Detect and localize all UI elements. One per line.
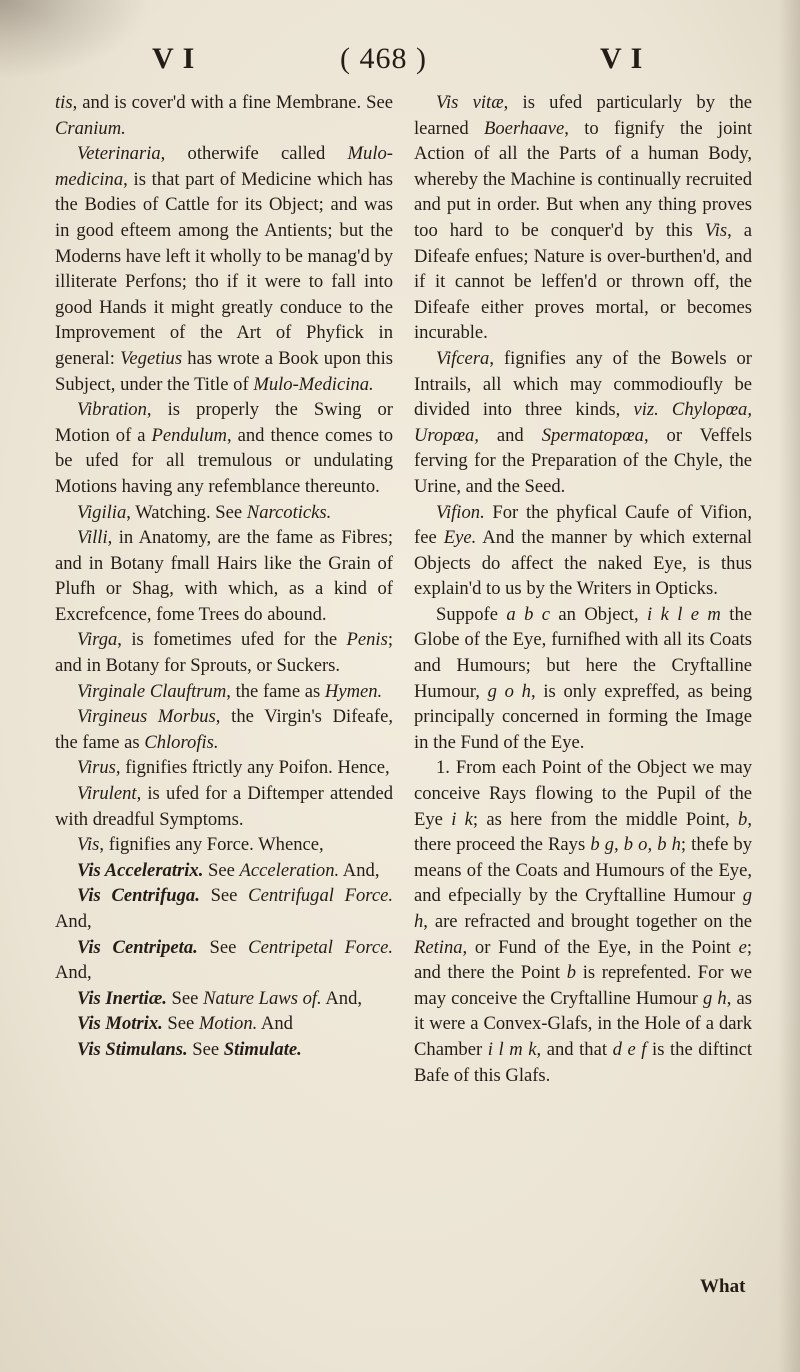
entry-term: Motion. [198,1013,258,1035]
entry-text: See [162,1013,199,1035]
entry-term: Eye. [443,527,477,549]
entry-text: an Object, [550,603,647,625]
entry-text: , and is cover'd with a fine Membrane. See [72,92,393,113]
right-column [414,90,752,1088]
entry-term: Vis vitæ [436,92,504,113]
entry-text: , is ufed particularly by the learned [414,92,752,139]
entry-term: Vis Stimulans. [77,1038,188,1060]
entry-text: Suppofe [436,603,507,625]
entry-text: See [166,987,204,1009]
entry-text: See [199,885,249,907]
entry-text: And [257,1013,293,1035]
dictionary-entry [55,679,393,705]
entry-text: For the phyfical Caufe of Vifion, fee [414,501,752,549]
entry-term: g h [414,885,752,932]
entry-text: , Watching. See [126,501,247,523]
entry-term: Vifcera [436,347,490,369]
entry-text: , and thence comes to be ufed for all tremulous or undulating Motions having any refemblance thereunto. [55,424,393,497]
header-left: V I [152,42,196,75]
entry-text: , in Anatomy, are the fame as Fibres; and in Botany fmall Hairs like the Grain of Plufh or Shag, with which, as a kind of Excrefcence, fome Trees do abound. [55,527,393,625]
entry-term: b g, b o, b h [590,834,681,856]
entry-term: Virginale Clauftrum [77,680,227,702]
dictionary-entry [55,781,393,832]
entry-term: Vis Inertiæ. [77,987,167,1009]
entry-text: And the manner by which external Objects do affect the naked Eye, is thus explain'd to us by the Writers in Opticks. [414,527,752,600]
dictionary-entry [55,397,393,499]
entry-term: Veterinaria [77,143,161,165]
entry-text: , is only expreffed, as being principally concerned in forming the Image in the Fund of the Eye. [414,680,753,753]
entry-term: Stimulate. [223,1038,302,1060]
entry-text: ; and in Botany for Sprouts, or Suckers. [55,629,393,677]
entry-term: Pendulum [151,424,227,446]
entry-term: Boerhaave [484,117,565,139]
entry-text: ; and there the Point [414,936,752,984]
left-column [55,90,393,1063]
entry-text: has wrote a Book upon this Subject, under the Title of [55,347,394,395]
entry-term: d e f [612,1038,647,1060]
entry-text: And, [321,987,363,1009]
entry-text: ; as here from the middle Point, [472,808,739,830]
entry-text: , fignifies any of the Bowels or Intrails, all which may commodioufly be divided into three kinds, [414,347,752,421]
entry-text: , the Virgin's Difeafe, the fame as [55,706,393,753]
entry-text: , is that part of Medicine which has the Bodies of Cattle for its Object; and was in good efteem among the Antients; but the Moderns have left it wholly to be manag'd by illiterate Perfons; tho if it were to fall into good Hands it might greatly conduce to the Improvement of the Art of Phyfick in general: [55,168,393,369]
entry-term: Cranium. [55,117,126,139]
entry-term: Spermatopœa [541,424,644,446]
dictionary-entry [55,832,393,858]
entry-text: , and that [536,1038,613,1060]
entry-text: is the diftinct Bafe of this Glafs. [414,1038,753,1086]
entry-text: , is fometimes ufed for the [117,629,347,651]
dictionary-entry [414,90,752,346]
entry-text: , fignifies any Force. Whence, [99,834,324,856]
entry-term: Centripetal Force. [248,936,393,958]
dictionary-entry [55,141,393,397]
entry-text: , is properly the Swing or Motion of a [55,399,393,446]
entry-text: is reprefented. For we may conceive the Cryftalline Humour [414,962,752,1009]
entry-term: i k [451,808,473,830]
entry-term: Vigilia [77,501,127,523]
running-header [0,42,800,86]
entry-term: Vis Centrifuga. [77,885,200,907]
entry-term: e [738,936,747,958]
entry-text: , a Difeafe enfues; Nature is over-burthen'd, and if it cannot be leffen'd or thrown off, the Difeafe either proves mortal, or becomes incurable. [414,219,752,344]
dictionary-entry [55,858,393,884]
entry-term: Virga [77,629,118,651]
entry-text: and [478,424,542,446]
entry-term: Acceleration. [239,859,340,881]
entry-term: g o h [487,680,531,702]
entry-term: Nature Laws of. [203,987,322,1009]
entry-text: See [203,859,240,881]
dictionary-entry [414,500,752,602]
dictionary-entry [55,90,393,141]
entry-term: Mulo-Medicina. [253,373,374,395]
dictionary-entry [55,1011,393,1037]
page-edge-shadow [778,0,800,1372]
dictionary-entry [55,704,393,755]
entry-term: Vifion. [436,501,485,523]
entry-term: a b c [506,603,551,625]
dictionary-entry [55,500,393,526]
entry-term: Chlorofis. [144,731,219,753]
entry-term: i l m k [487,1038,537,1060]
entry-text: , or Veffels ferving for the Preparation of the Chyle, the Urine, and the Seed. [414,424,752,497]
entry-text: And, [55,911,92,932]
entry-term: Vis Motrix. [77,1013,163,1035]
entry-text: 1. From each Point of the Object we may conceive Rays flowing to the Pupil of the Eye [414,757,752,830]
entry-term: b [738,808,748,830]
entry-term: Centrifugal Force. [248,885,393,907]
entry-term: Virulent [77,783,137,805]
dictionary-entry [414,346,752,500]
entry-text: See [187,1038,224,1060]
dictionary-entry [55,986,393,1012]
entry-term: Retina [414,936,463,958]
entry-term: Vis Centripeta. [77,936,198,958]
entry-text: , is ufed for a Diftemper attended with dreadful Symptoms. [55,783,393,830]
entry-text: , are refracted and brought together on the [423,911,752,932]
entry-text: , fignifies ftrictly any Poifon. Hence, [115,757,390,779]
entry-text: , otherwife called [160,143,348,165]
entry-text: And, [339,859,380,881]
header-right: V I [600,42,644,75]
catchword: What [700,1276,746,1297]
entry-term: i k l e m [647,603,721,625]
entry-term: viz. Chylopœa, Uropœa, [414,399,752,446]
entry-term: Mulo-medicina [55,143,393,190]
entry-term: Vis [704,219,728,241]
dictionary-entry [414,602,752,756]
entry-term: Penis [346,629,388,651]
entry-term: g h [702,987,727,1009]
entry-term: Villi [77,527,108,549]
dictionary-entry [55,627,393,678]
entry-term: Vibration [77,399,147,421]
entry-text: , to fignify the joint Action of all the Parts of a human Body, whereby the Machine is continually recruited and put in order. But when any thing proves too hard to be conquer'd by this [414,117,753,241]
dictionary-entry [55,935,393,986]
entry-term: Hymen. [324,680,383,702]
entry-text: See [197,936,249,958]
entry-text: , the fame as [226,680,325,702]
entry-term: tis [55,92,73,113]
dictionary-entry [55,755,393,781]
entry-term: Vegetius [120,347,183,369]
dictionary-entry [55,525,393,627]
entry-text: , as it were a Convex-Glafs, in the Hole of a dark Chamber [414,987,752,1060]
entry-text: , or Fund of the Eye, in the Point [462,936,739,958]
entry-term: Virus [77,757,116,779]
entry-term: b [566,962,577,984]
entry-text: the Globe of the Eye, furnifhed with all its Coats and Humours; but here the Cryftalline Humour, [414,603,752,702]
entry-term: Vis [77,834,100,856]
page-number: ( 468 ) [340,42,427,75]
entry-text: And, [55,962,92,984]
entry-text: ; thefe by means of the Coats and Humours of the Eye, and efpecially by the Cryftalline Humour [414,834,753,907]
entry-text: , there proceed the Rays [414,808,752,856]
entry-term: Narcoticks. [246,501,332,523]
dictionary-entry [414,755,752,1088]
entry-term: Vis Acceleratrix. [77,859,204,881]
dictionary-entry [55,1037,393,1063]
entry-term: Virgineus Morbus [77,706,216,728]
dictionary-entry [55,883,393,934]
